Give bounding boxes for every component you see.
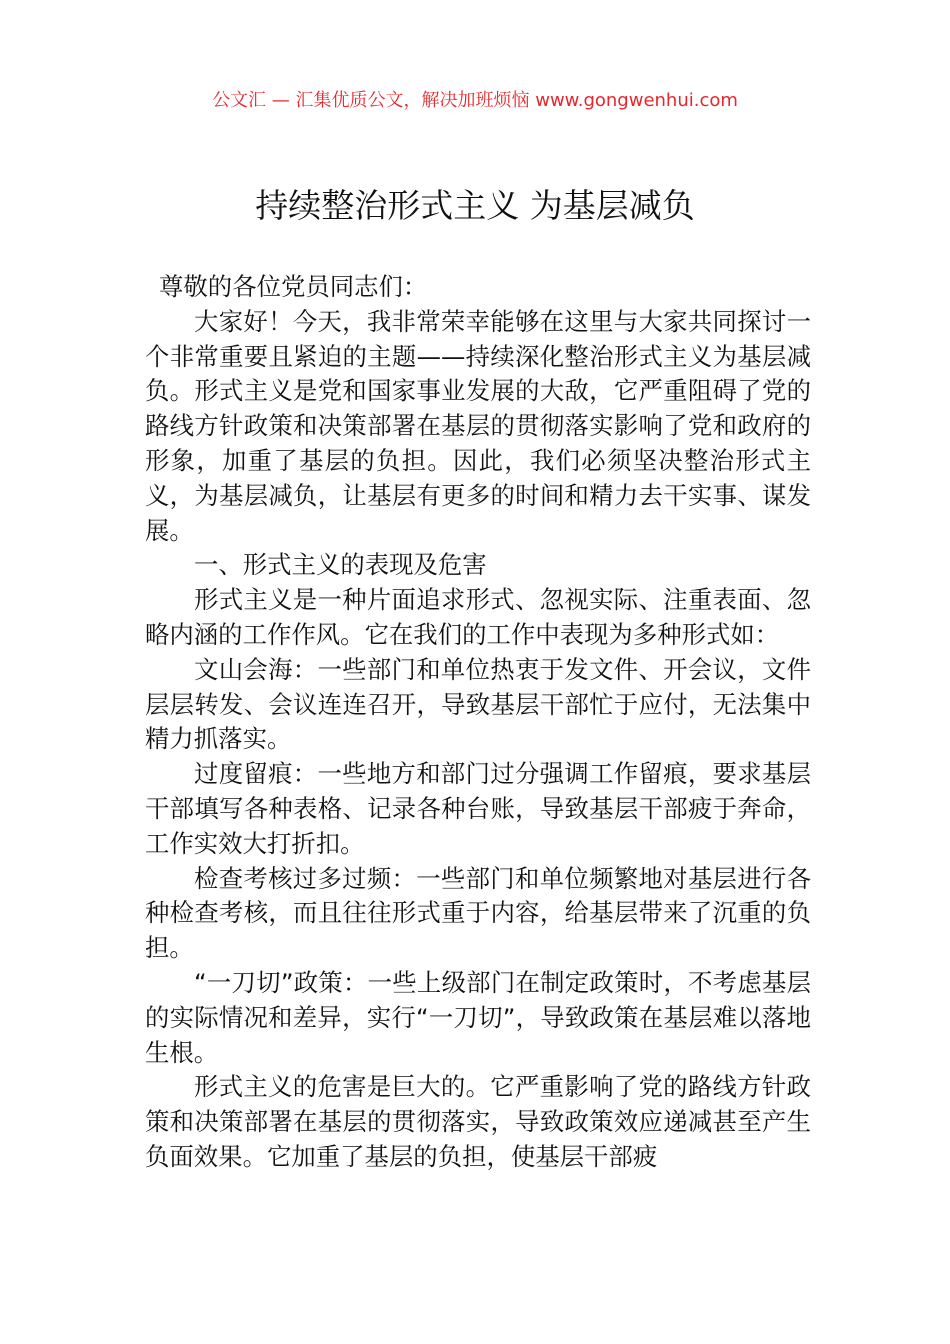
site-watermark: 公文汇 — 汇集优质公文，解决加班烦恼 www.gongwenhui.com <box>212 90 738 111</box>
paragraph: 形式主义的危害是巨大的。它严重影响了党的路线方针政策和决策部署在基层的贯彻落实，导致政策效应递减甚至产生负面效果。它加重了基层的负担，使基层干部疲 <box>145 1072 811 1171</box>
document-title: 持续整治形式主义 为基层减负 <box>255 186 695 225</box>
paragraph: 检查考核过多过频：一些部门和单位频繁地对基层进行各种检查考核，而且往往形式重于内容，给基层带来了沉重的负担。 <box>145 863 811 963</box>
section-heading: 一、形式主义的表现及危害 <box>194 550 487 580</box>
paragraph: 形式主义是一种片面追求形式、忽视实际、注重表面、忽略内涵的工作作风。它在我们的工作中表现为多种形式如： <box>145 585 811 649</box>
paragraph: 文山会海：一些部门和单位热衷于发文件、开会议，文件层层转发、会议连连召开，导致基层干部忙于应付，无法集中精力抓落实。 <box>145 654 811 754</box>
paragraph: 过度留痕：一些地方和部门过分强调工作留痕，要求基层干部填写各种表格、记录各种台账，导致基层干部疲于奔命，工作实效大打折扣。 <box>145 759 811 858</box>
document-body <box>145 270 811 1175</box>
paragraph: 大家好！今天，我非常荣幸能够在这里与大家共同探讨一个非常重要且紧迫的主题——持续深化整治形式主义为基层减负。形式主义是党和国家事业发展的大敌，它严重阻碍了党的路线方针政策和决策部署在基层的贯彻落实影响了党和政府的形象，加重了基层的负担。因此，我们必须坚决整治形式主义，为基层减负，让基层有更多的时间和精力去干实事、谋发展。 <box>145 306 811 545</box>
salutation: 尊敬的各位党员同志们： <box>159 272 428 301</box>
paragraph: “一刀切”政策：一些上级部门在制定政策时，不考虑基层的实际情况和差异，实行“一刀切”，导致政策在基层难以落地生根。 <box>145 967 811 1067</box>
